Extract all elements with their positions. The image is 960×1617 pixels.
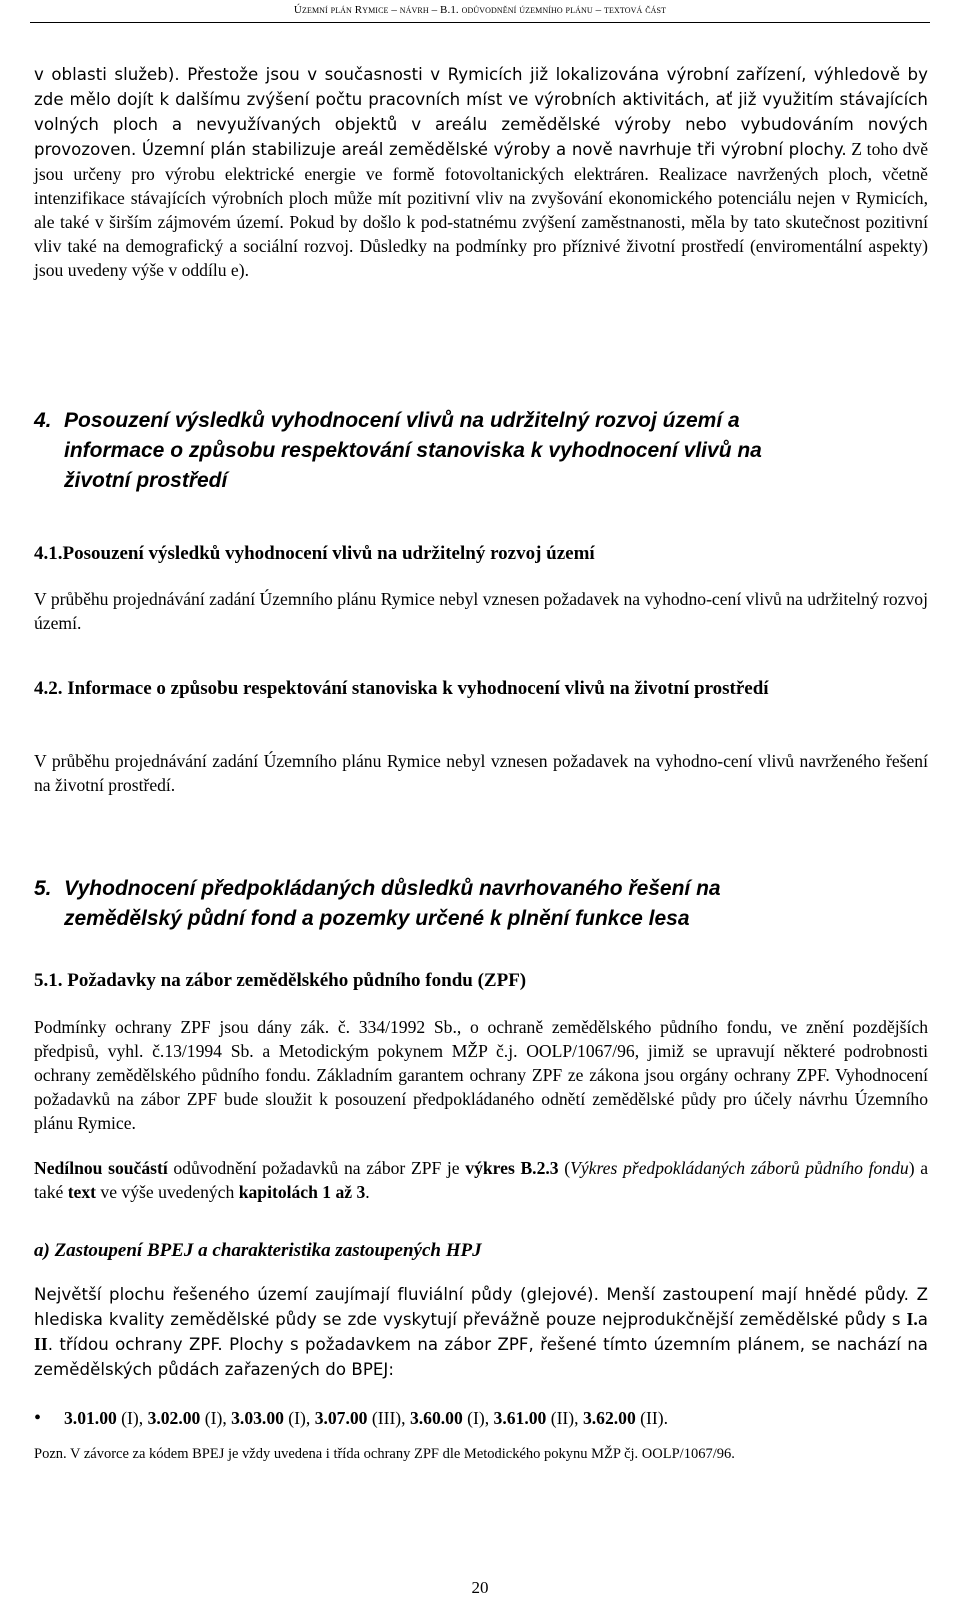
bpej-code: 3.02.00 [147,1408,201,1428]
bpej-class: (II), [546,1408,583,1428]
bpej-class: (II). [635,1408,668,1428]
attach-bold-1: Nedílnou součástí [34,1158,168,1178]
section-5-1-attachment-paragraph [34,1156,928,1204]
section-4-1-heading: 4.1.Posouzení výsledků vyhodnocení vlivů na udržitelný rozvoj území [34,543,595,564]
subsection-a-text-1: a [917,1310,928,1329]
page-number: 20 [471,1578,489,1597]
subsection-a-bold-1: I. [906,1309,918,1329]
bpej-code: 3.07.00 [314,1408,368,1428]
section-4-2-text: V průběhu projednávání zadání Územního plánu Rymice nebyl vznesen požadavek na vyhodno-cení vlivů navrženého řešení na životní prostředí. [34,751,928,795]
section-5-1-text: Podmínky ochrany ZPF jsou dány zák. č. 334/1992 Sb., o ochraně zemědělského půdního fondu, ve znění pozdějších předpisů, vyhl. č.13/1994 Sb. a Metodickým pokynem MŽP č.j. OOLP/1067/96, jimiž se upravují některé podrobnosti ochrany zemědělského půdního fondu. Základním garantem ochrany ZPF ze zákona jsou orgány ochrany ZPF. Vyhodnocení požadavků na zábor ZPF bude sloužit k posouzení předpokládaného odnětí zemědělské půdy pro účely návrhu Územního plánu Rymice. [34,1017,928,1133]
bpej-items [64,1408,668,1428]
section-5-heading [34,874,928,934]
section-4-number: 4. [34,409,52,432]
bpej-class: (I), [283,1408,315,1428]
attach-text-3: ) a také [34,1158,929,1202]
subsection-a-bold-2: II [34,1334,48,1354]
bpej-code: 3.60.00 [409,1408,463,1428]
section-5-title-line1: Vyhodnocení předpokládaných důsledků navrhovaného řešení na [64,877,721,900]
bpej-code: 3.61.00 [493,1408,547,1428]
section-5-1-heading: 5.1. Požadavky na zábor zemědělského půdního fondu (ZPF) [34,970,527,991]
running-header: Územní plán Rymice – návrh – B.1. odůvodnění územního plánu – textová část [293,4,667,16]
bpej-code: 3.62.00 [582,1408,636,1428]
bpej-bullet-list [34,1406,928,1430]
section-4-2-heading: 4.2. Informace o způsobu respektování stanoviska k vyhodnocení vlivů na životní prostředí [34,678,769,699]
bpej-class: (I), [116,1408,148,1428]
section-4-title-line2: informace o způsobu respektování stanoviska k vyhodnocení vlivů na [64,439,762,462]
subsection-a-text-2: . třídou ochrany ZPF. Plochy s požadavkem na zábor ZPF, řešené tímto územním plánem, se nachází na zemědělských půdách zařazených do BPEJ: [34,1335,928,1379]
attach-text-5: . [365,1182,370,1202]
section-4-title-line1: Posouzení výsledků vyhodnocení vlivů na udržitelný rozvoj území a [64,409,740,432]
subsection-a-heading: a) Zastoupení BPEJ a charakteristika zastoupených HPJ [34,1240,482,1261]
bpej-class: (III), [367,1408,410,1428]
subsection-a-sans: Největší plochu řešeného území zaujímají fluviální půdy (glejové). Menší zastoupení mají hnědé půdy. Z hlediska kvality zemědělské půdy se zde vyskytují převážně pouze nejprodukčnější zemědělské půdy s [34,1285,928,1329]
footnote: Pozn. V závorce za kódem BPEJ je vždy uvedena i třída ochrany ZPF dle Metodického pokynu MŽP čj. OOLP/1067/96. [34,1446,735,1462]
header-rule [30,22,930,23]
section-4-title-line3: životní prostředí [64,469,228,492]
bullet-icon: • [34,1407,42,1429]
paragraph-services-serif: Z toho dvě jsou určeny pro výrobu elektrické energie ve formě fotovoltanických elektráren. Realizace navržených ploch, včetně intenzifikace stávajících výrobních ploch může mít pozitivní vliv na zvyšování ekonomického potenciálu nejen v Rymicích, ale také v širším zájmovém území. Pokud by došlo k pod-statnému zvýšení zaměstnanosti, měla by tato skutečnost pozitivní vliv také na demografický a sociální rozvoj. Důsledky na podmínky pro příznivé životní prostředí (enviromentální aspekty) jsou uvedeny výše v oddílu e). [34,139,929,280]
attach-italic-1: Výkres předpokládaných záborů půdního fondu [570,1158,909,1178]
section-4-1-text: V průběhu projednávání zadání Územního plánu Rymice nebyl vznesen požadavek na vyhodno-cení vlivů na udržitelný rozvoj území. [34,589,928,633]
attach-text-4: ve výše uvedených [96,1182,239,1202]
bpej-class: (I), [200,1408,232,1428]
attach-bold-3: text [67,1182,97,1202]
section-4-heading [34,406,928,496]
paragraph-services [34,62,928,282]
section-5-title-line2: zemědělský půdní fond a pozemky určené k plnění funkce lesa [64,907,690,930]
bpej-class: (I), [462,1408,494,1428]
attach-bold-2: výkres B.2.3 [465,1158,559,1178]
bpej-code: 3.03.00 [231,1408,284,1428]
section-5-number: 5. [34,877,52,900]
bpej-code: 3.01.00 [64,1408,117,1428]
paragraph-services-sans: v oblasti služeb). Přestože jsou v současnosti v Rymicích již lokalizována výrobní zařízení, výhledově by zde mělo dojít k dalšímu zvýšení počtu pracovních míst ve výrobních aktivitách, ať již využitím stávajících volných ploch a nevyužívaných objektů v areálu zemědělské výroby nebo vybudováním nových provozoven. Územní plán stabilizuje areál zemědělské výroby a nově navrhuje tři výrobní plochy. [34,65,928,159]
attach-bold-4: kapitolách 1 až 3 [238,1182,366,1202]
attach-text-2: ( [558,1158,571,1178]
subsection-a-text [34,1282,928,1382]
attach-text-1: odůvodnění požadavků na zábor ZPF je [167,1158,466,1178]
